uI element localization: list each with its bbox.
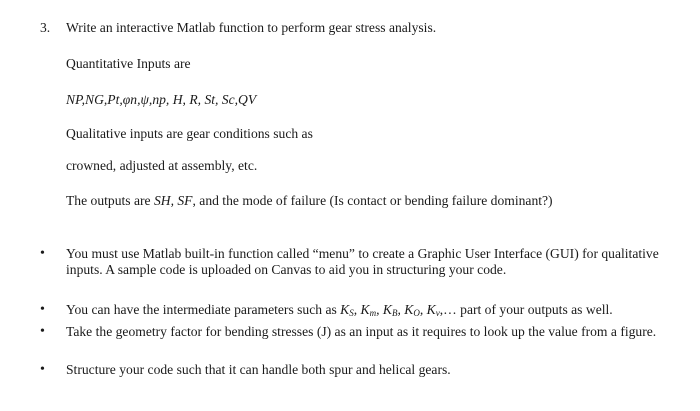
bullet-geometry-factor: Take the geometry factor for bending stresses (J) as an input as it requires to look up the value from a figure. bbox=[66, 324, 657, 339]
bullet-intermediate-parameters: You can have the intermediate parameters such as $K_S$, $K_m$, $K_B$, $K_O$, $K_v,\dots$ part of your outputs as well. bbox=[66, 302, 613, 318]
bullet-menu-requirement: You must use Matlab built-in function called “menu” to create a Graphic User Interface (GUI) for qualitative inputs. A sample code is uploaded on Canvas to aid you in structuring your code. bbox=[66, 246, 659, 277]
outputs-sentence bbox=[66, 193, 553, 209]
outputs-variables: SH, SF bbox=[153, 193, 193, 208]
question-title: Write an interactive Matlab function to perform gear stress analysis. bbox=[66, 20, 437, 35]
b2-symbols: $K_S$, $K_m$, $K_B$, $K_O$, $K_v$ bbox=[340, 302, 440, 318]
question-number: 3. bbox=[40, 20, 51, 35]
outputs-prefix: The outputs are bbox=[66, 193, 154, 208]
bullet-icon: • bbox=[40, 362, 45, 377]
bullet-spur-helical: Structure your code such that it can handle both spur and helical gears. bbox=[66, 362, 451, 377]
qualitative-examples: crowned, adjusted at assembly, etc. bbox=[66, 158, 258, 173]
b2-suffix: part of your outputs as well. bbox=[456, 302, 613, 317]
bullet-icon: • bbox=[40, 302, 45, 317]
qualitative-label: Qualitative inputs are gear conditions such as bbox=[66, 126, 313, 141]
quantitative-variables: NP,NG,Pt,φn,ψ,np, H, R, St, Sc,QV bbox=[66, 92, 257, 107]
bullet-icon: • bbox=[40, 246, 45, 261]
bullet-icon: • bbox=[40, 324, 45, 339]
b2-prefix: You can have the intermediate parameters such as bbox=[66, 302, 341, 317]
quantitative-label: Quantitative Inputs are bbox=[66, 56, 191, 71]
outputs-suffix: , and the mode of failure (Is contact or bending failure dominant?) bbox=[192, 193, 553, 208]
